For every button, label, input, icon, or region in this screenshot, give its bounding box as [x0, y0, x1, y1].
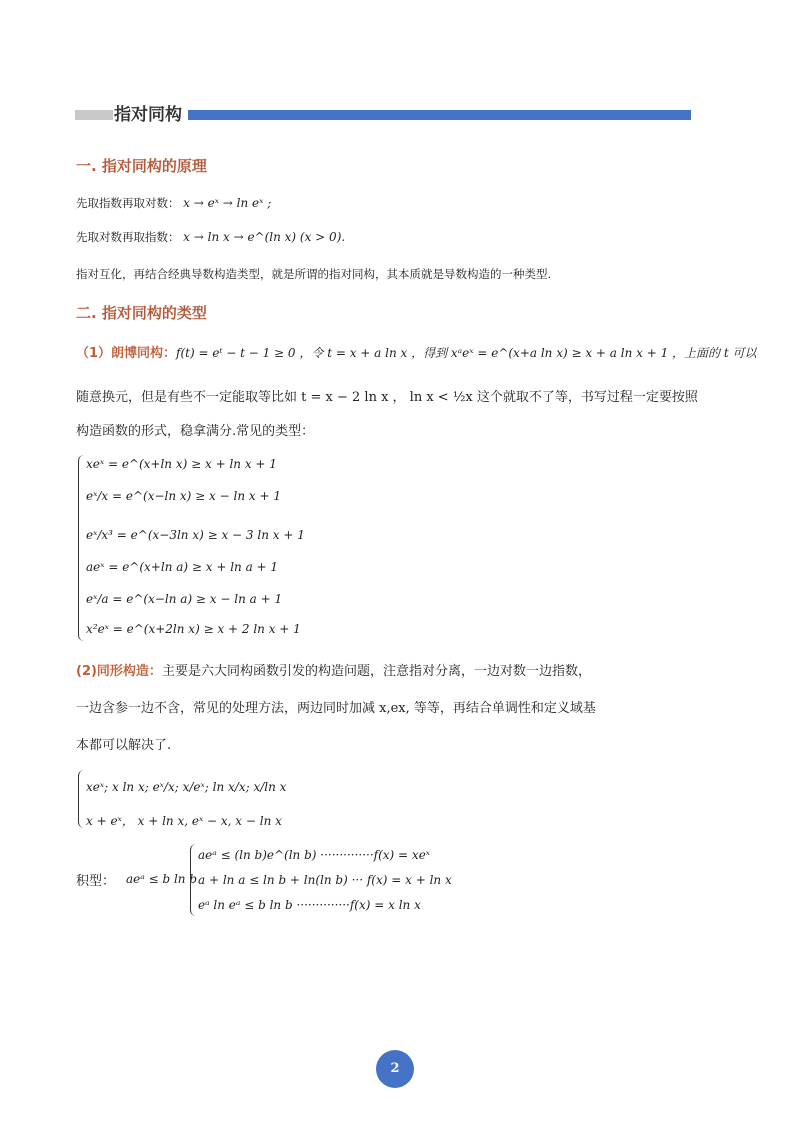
principle-line-2-math: x → ln x → e^(ln x) (x > 0). — [183, 230, 346, 244]
same-form-line-1-text: 主要是六大同构函数引发的构造问题，注意指对分离，一边对数一边指数， — [161, 664, 591, 679]
principle-line-3: 指对互化，再结合经典导数构造类型，就是所谓的指对同构，其本质就是导数构造的一种类型. — [76, 267, 552, 281]
same-form-heading: (2)同形构造： — [76, 664, 162, 679]
formula-3-3: eᵃ ln eᵃ ≤ b ln b ··············f(x) = x ln x — [198, 898, 421, 912]
formula-2-2: x + eˣ， x + ln x, eˣ − x, x − ln x — [86, 814, 282, 828]
page-number-badge: 2 — [376, 1050, 414, 1088]
product-type-lhs: aeᵃ ≤ b ln b — [126, 872, 198, 886]
formula-3-1: aeᵃ ≤ (ln b)e^(ln b) ··············f(x) = xeˣ — [198, 848, 431, 862]
principle-line-2 — [76, 229, 345, 245]
principle-line-1-text: 先取指数再取对数： — [76, 196, 180, 210]
principle-line-1 — [76, 195, 271, 211]
header-blue-bar — [188, 110, 691, 120]
formula-1-2: eˣ/x = e^(x−ln x) ≥ x − ln x + 1 — [86, 489, 281, 503]
lambert-para-line-3: 构造函数的形式，稳拿满分.常见的类型： — [76, 424, 315, 439]
formula-1-4: aeˣ = e^(x+ln a) ≥ x + ln a + 1 — [86, 560, 279, 574]
header-gray-bar — [75, 110, 113, 120]
lambert-para-line-1 — [76, 342, 757, 361]
formula-1-3: eˣ/x³ = e^(x−3ln x) ≥ x − 3 ln x + 1 — [86, 528, 305, 542]
formula-1-1: xeˣ = e^(x+ln x) ≥ x + ln x + 1 — [86, 457, 277, 471]
formula-3-2: a + ln a ≤ ln b + ln(ln b) ··· f(x) = x + ln x — [198, 873, 452, 887]
lambert-line-1-text: f(t) = eᵗ − t − 1 ≥ 0 ，令 t = x + a ln x ，得到 xᵃeˣ = e^(x+a ln x) ≥ x + a ln x + 1 ，上面的 t 可以 — [176, 346, 757, 360]
same-form-para-line-3: 本都可以解决了. — [76, 738, 172, 753]
same-form-para-line-1 — [76, 660, 591, 679]
header-title: 指对同构 — [114, 105, 182, 125]
principle-line-1-math: x → eˣ → ln eˣ ; — [183, 196, 272, 210]
same-form-para-line-2: 一边含参一边不含，常见的处理方法，两边同时加减 x,ex, 等等，再结合单调性和定义域基 — [76, 701, 596, 716]
formula-1-5: eˣ/a = e^(x−ln a) ≥ x − ln a + 1 — [86, 592, 283, 606]
lambert-para-line-2: 随意换元，但是有些不一定能取等比如 t = x − 2 ln x ， ln x < ½x 这个就取不了等，书写过程一定要按照 — [76, 390, 698, 405]
principle-line-2-text: 先取对数再取指数： — [76, 230, 180, 244]
formula-group-3-brace — [190, 844, 197, 916]
formula-2-1: xeˣ; x ln x; eˣ/x; x/eˣ; ln x/x; x/ln x — [86, 780, 287, 794]
lambert-heading: （1）朗博同构： — [76, 346, 177, 361]
formula-1-6: x²eˣ = e^(x+2ln x) ≥ x + 2 ln x + 1 — [86, 622, 301, 636]
formula-group-2-brace — [78, 770, 85, 828]
section-2-heading: 二. 指对同构的类型 — [76, 304, 207, 322]
product-type-label: 积型： — [76, 874, 116, 889]
section-1-heading: 一. 指对同构的原理 — [76, 157, 207, 175]
formula-group-1-brace — [78, 455, 85, 641]
